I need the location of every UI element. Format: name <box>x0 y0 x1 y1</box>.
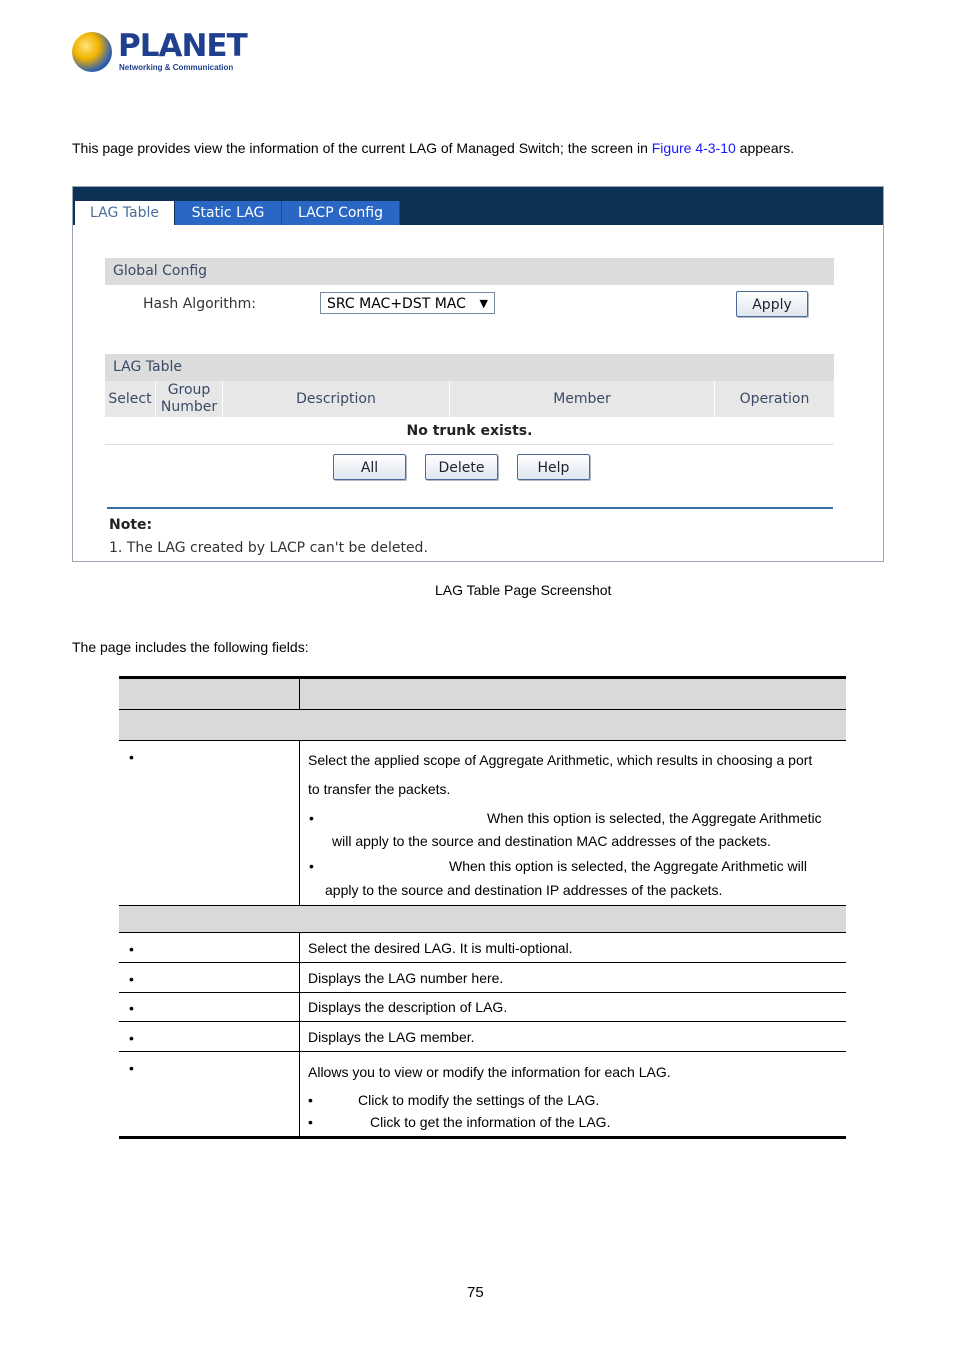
planet-logo <box>72 28 247 76</box>
table-bottom-rule <box>119 1136 846 1139</box>
edit-desc: Click to modify the settings of the LAG. <box>358 1092 600 1108</box>
col-group-number <box>155 381 222 417</box>
bullet: • <box>129 971 134 987</box>
row-divider <box>299 963 300 993</box>
col-group-line2: Number <box>160 399 218 415</box>
page-number: 75 <box>467 1284 484 1301</box>
col-select: Select <box>105 381 155 417</box>
fields-intro: The page includes the following fields: <box>72 639 309 655</box>
col-group-line1: Group <box>167 382 211 398</box>
operation-desc: Allows you to view or modify the information for each LAG. <box>308 1064 671 1080</box>
bullet: • <box>308 1092 313 1108</box>
help-button[interactable]: Help <box>517 454 590 480</box>
note-title: Note: <box>109 517 153 533</box>
bullet: • <box>308 1114 313 1130</box>
row-divider <box>299 1022 300 1052</box>
row-divider <box>299 1052 300 1136</box>
lag-table-screenshot <box>72 186 884 562</box>
hash-desc-line1: Select the applied scope of Aggregate Arithmetic, which results in choosing a port <box>308 752 813 768</box>
table-row <box>119 1022 846 1052</box>
group-number-desc: Displays the LAG number here. <box>308 970 504 986</box>
bullet: • <box>129 941 134 957</box>
bullet: • <box>129 749 134 765</box>
global-config-header: Global Config <box>105 258 834 285</box>
detail-desc: Click to get the information of the LAG. <box>370 1114 611 1130</box>
section-row-global <box>119 710 846 741</box>
dropdown-arrow-icon: ▼ <box>479 297 488 310</box>
member-desc: Displays the LAG member. <box>308 1029 475 1045</box>
description-desc: Displays the description of LAG. <box>308 999 508 1015</box>
apply-button[interactable]: Apply <box>736 291 808 317</box>
col-operation: Operation <box>714 381 834 417</box>
hash-algorithm-label: Hash Algorithm: <box>143 296 257 312</box>
mac-option-line1: When this option is selected, the Aggregate Arithmetic <box>487 810 822 826</box>
intro-after: appears. <box>735 140 795 156</box>
row-divider <box>299 993 300 1022</box>
bullet: • <box>129 1060 134 1076</box>
figure-caption: LAG Table Page Screenshot <box>435 582 612 598</box>
hash-desc-line2: to transfer the packets. <box>308 781 451 797</box>
tab-lacp-config[interactable]: LACP Config <box>282 201 400 225</box>
logo-brand: PLANET <box>118 28 247 64</box>
tab-bar <box>73 187 883 225</box>
col-description: Description <box>222 381 449 417</box>
section-row-lag-table <box>119 906 846 933</box>
row-divider <box>299 741 300 906</box>
col-member: Member <box>449 381 714 417</box>
bullet: • <box>309 858 314 874</box>
lag-table-header: LAG Table <box>105 354 834 381</box>
all-button[interactable]: All <box>333 454 406 480</box>
bullet: • <box>129 1030 134 1046</box>
note-item-1: 1. The LAG created by LACP can't be deleted. <box>109 540 428 556</box>
intro-paragraph <box>72 140 794 156</box>
header-divider <box>299 679 300 710</box>
tab-lag-table[interactable]: LAG Table <box>75 201 174 225</box>
no-trunk-message: No trunk exists. <box>105 418 834 445</box>
divider <box>107 507 833 509</box>
ip-option-line1: When this option is selected, the Aggregate Arithmetic will <box>449 858 807 874</box>
globe-icon <box>72 32 112 72</box>
table-header-row <box>119 679 846 710</box>
figure-link[interactable]: Figure 4-3-10 <box>651 140 736 156</box>
tab-static-lag[interactable]: Static LAG <box>175 201 282 225</box>
hash-algorithm-value: SRC MAC+DST MAC <box>327 296 466 312</box>
intro-before: This page provides view the information of the current LAG of Managed Switch; the screen in <box>72 140 652 156</box>
logo-tagline: Networking & Communication <box>119 63 234 72</box>
bullet: • <box>309 810 314 826</box>
hash-algorithm-select[interactable] <box>320 292 495 314</box>
delete-button[interactable]: Delete <box>425 454 498 480</box>
select-desc: Select the desired LAG. It is multi-optional. <box>308 940 573 956</box>
ip-option-line2: apply to the source and destination IP addresses of the packets. <box>325 882 723 898</box>
bullet: • <box>129 1000 134 1016</box>
row-divider <box>299 933 300 963</box>
mac-option-line2: will apply to the source and destination MAC addresses of the packets. <box>332 833 771 849</box>
